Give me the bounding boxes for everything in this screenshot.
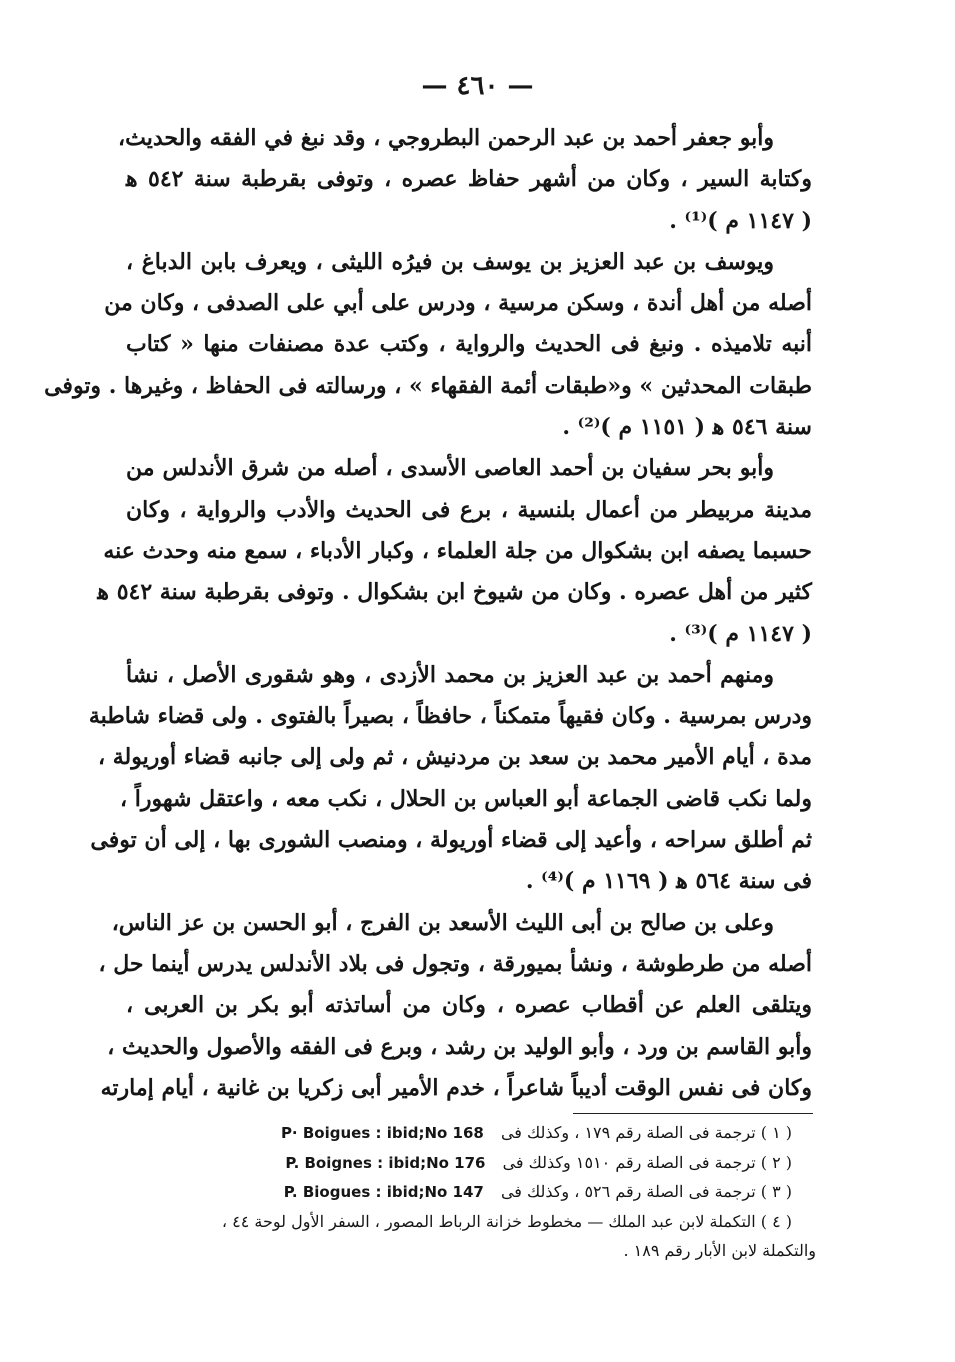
body-text	[44, 118, 812, 1109]
footnotes	[126, 1118, 816, 1266]
footnote-divider	[573, 1113, 813, 1114]
text-line: فى سنة ٥٦٤ ﻫ ( ١١٦٩ م )⁽⁴⁾ .	[525, 868, 812, 895]
footnote-4	[126, 1207, 816, 1237]
footnote-2	[126, 1148, 816, 1178]
text-line: وكان فى نفس الوقت أديباً شاعراً ، خدم الأمير أبى زكريا بن غانية ، أيام إمارته	[100, 1074, 812, 1101]
text-line: ودرس بمرسية . وكان فقيهاً متمكناً ، حافظاً ، بصيراً بالفتوى . ولى قضاء شاطبة	[88, 703, 812, 730]
footnote-1	[126, 1118, 816, 1148]
footnote-reference: P· Boigues : ibid;No 168	[280, 1124, 484, 1142]
text-line: ويتلقى العلم عن أقطاب عصره ، وكان من أساتذته أبو بكر بن العربى ،	[126, 992, 812, 1019]
footnote-reference: P. Boignes : ibid;No 176	[285, 1153, 486, 1172]
text-line: ولما نكب قاضى الجماعة أبو العباس بن الحلال ، نكب معه ، واعتقل شهوراً ،	[119, 785, 812, 812]
text-line: ومنهم أحمد بن عبد العزيز بن محمد الأزدى ، وهو شقورى الأصل ، نشأ	[126, 661, 774, 688]
text-line: سنة ٥٤٦ ﻫ ( ١١٥١ م )⁽²⁾ .	[562, 414, 812, 441]
text-line: ( ١١٤٧ م )⁽¹⁾ .	[669, 207, 812, 234]
text-line: ثم أطلق سراحه ، وأعيد إلى قضاء أوريولة ، ومنصب الشورى بها ، إلى أن توفى	[90, 827, 812, 854]
text-line: أنبه تلاميذه . ونبغ فى الحديث والرواية ، وكتب عدة مصنفات منها « كتاب	[126, 331, 812, 358]
text-line: ( ١١٤٧ م )⁽³⁾ .	[669, 620, 812, 647]
footnote-4-continued	[126, 1236, 816, 1266]
text-line: وعلى بن صالح بن أبى الليث الأسعد بن الفرج ، أبو الحسن بن عز الناس،	[111, 909, 774, 936]
text-line: وكتابة السير ، وكان من أشهر حفاظ عصره ، وتوفى بقرطبة سنة ٥٤٢ ﻫ	[126, 166, 812, 193]
text-line: وأبو بحر سفيان بن أحمد العاصى الأسدى ، أصله من شرق الأندلس من	[126, 455, 774, 482]
footnote-text: ( ٢ ) ترجمة فى الصلة رقم ١٥١٠ وكذلك فى	[502, 1152, 792, 1172]
footnote-text: والتكملة لابن الأبار رقم ١٨٩ .	[623, 1241, 816, 1260]
text-line: وأبو القاسم بن ورد ، وأبو الوليد بن رشد ، وبرع فى الفقه والأصول والحديث ،	[107, 1033, 812, 1060]
text-line: كثير من أهل عصره . وكان من شيوخ ابن بشكوال . وتوفى بقرطبة سنة ٥٤٢ ﻫ	[97, 579, 812, 606]
footnote-3	[126, 1177, 816, 1207]
text-line: مدينة مربيطر من أعمال بلنسية ، برع فى الحديث والأدب والرواية ، وكان	[126, 496, 812, 523]
footnote-reference: P. Biogues : ibid;No 147	[283, 1183, 484, 1201]
text-line: مدة ، أيام الأمير محمد بن سعد بن مردنيش ، ثم ولى إلى جانبه قضاء أوريولة ،	[97, 744, 812, 771]
text-line: وأبو جعفر أحمد بن عبد الرحمن البطروجي ، وقد نبغ في الفقه والحديث،	[118, 125, 774, 151]
footnote-text: ( ١ ) ترجمة فى الصلة رقم ١٧٩ ، وكذلك فى	[500, 1123, 792, 1142]
text-line: ويوسف بن عبد العزيز بن يوسف بن فيرُه الليثى ، ويعرف بابن الدباغ ،	[126, 248, 774, 275]
text-line: طبقات المحدثين » و«طبقات أئمة الفقهاء » ، ورسالته فى الحفاظ ، وغيرها . وتوفى	[44, 372, 812, 399]
text-line: أصله من أهل أندة ، وسكن مرسية ، ودرس على أبي على الصدفى ، وكان من	[104, 290, 812, 317]
page-number: — ٤٦٠ —	[421, 71, 534, 101]
text-line: أصله من طرطوشة ، ونشأ بميورقة ، وتجول فى بلاد الأندلس يدرس أينما حل ،	[98, 950, 812, 977]
footnote-text: ( ٤ ) التكملة لابن عبد الملك — مخطوط خزانة الرباط المصور ، السفر الأول لوحة ٤٤ ،	[221, 1211, 792, 1231]
text-line: حسبما يصفه ابن بشكوال من جلة العلماء ، وكبار الأدباء ، سمع منه وحدث عنه	[103, 537, 812, 564]
footnote-text: ( ٣ ) ترجمة فى الصلة رقم ٥٢٦ ، وكذلك فى	[500, 1182, 792, 1201]
